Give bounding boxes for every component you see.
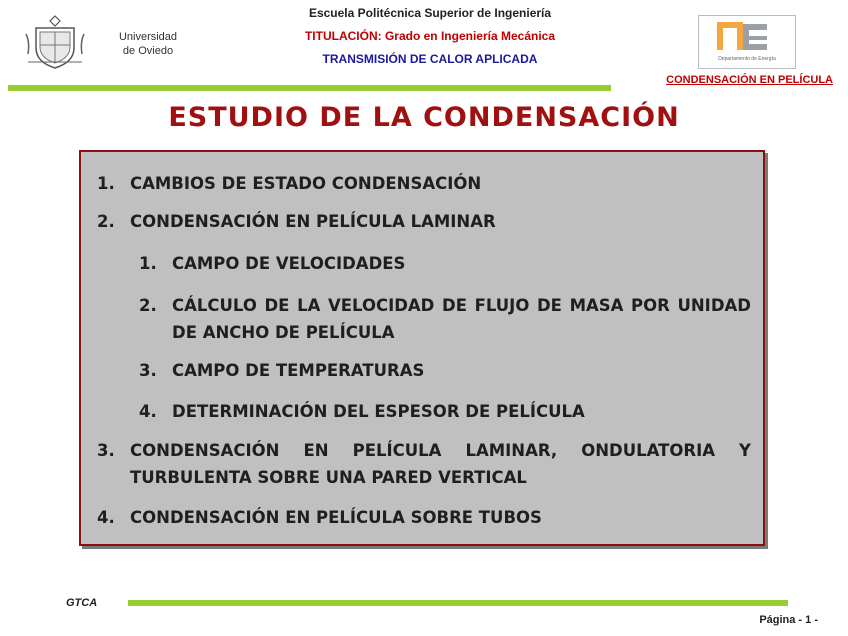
course-name: TRANSMISIÓN DE CALOR APLICADA (322, 52, 538, 66)
page-number: Página - 1 - (759, 614, 818, 626)
section-label: CONDENSACIÓN EN PELÍCULA (666, 74, 833, 86)
footer-group-label: GTCA (66, 597, 98, 609)
outline-item-text: CAMPO DE TEMPERATURAS (172, 361, 425, 380)
university-name-line2: de Oviedo (122, 45, 174, 57)
university-name-line1: Universidad (118, 31, 178, 43)
outline-item (97, 504, 751, 531)
outline-item-text: CAMBIOS DE ESTADO CONDENSACIÓN (130, 174, 482, 193)
outline-item-text: CÁLCULO DE LA VELOCIDAD DE FLUJO DE MASA POR UNIDAD DE ANCHO DE PELÍCULA (172, 296, 751, 342)
outline-subitem (139, 292, 751, 346)
degree-name: TITULACIÓN: Grado en Ingeniería Mecánica (304, 29, 556, 43)
header-divider (8, 85, 611, 91)
outline-item-number: 2. (97, 212, 115, 231)
department-logo (698, 15, 796, 69)
outline-item (97, 437, 751, 491)
university-name (102, 30, 194, 58)
outline-item-text: CAMPO DE VELOCIDADES (172, 254, 406, 273)
outline-item-number: 3. (97, 441, 115, 460)
outline-item-text: DETERMINACIÓN DEL ESPESOR DE PELÍCULA (172, 402, 585, 421)
page-title: ESTUDIO DE LA CONDENSACIÓN (168, 102, 680, 133)
outline-subitem (139, 398, 751, 425)
outline-item-number: 2. (139, 296, 157, 315)
outline-item (97, 208, 747, 235)
outline-item (97, 170, 747, 197)
outline-item-text: CONDENSACIÓN EN PELÍCULA SOBRE TUBOS (130, 508, 542, 527)
outline-item-number: 1. (139, 254, 157, 273)
outline-subitem (139, 357, 751, 384)
outline-item-number: 1. (97, 174, 115, 193)
university-crest-logo (22, 12, 88, 72)
footer-divider (128, 600, 788, 606)
outline-item-text: CONDENSACIÓN EN PELÍCULA LAMINAR (130, 212, 496, 231)
outline-item-number: 4. (139, 402, 157, 421)
outline-item-number: 4. (97, 508, 115, 527)
department-logo-caption: Departamento de Energía (718, 56, 776, 62)
school-name: Escuela Politécnica Superior de Ingeniería (308, 6, 552, 20)
outline-item-text: CONDENSACIÓN EN PELÍCULA LAMINAR, ONDULATORIA Y TURBULENTA SOBRE UNA PARED VERTICAL (130, 441, 751, 487)
outline-subitem (139, 250, 751, 277)
outline-box (79, 150, 765, 546)
outline-item-number: 3. (139, 361, 157, 380)
